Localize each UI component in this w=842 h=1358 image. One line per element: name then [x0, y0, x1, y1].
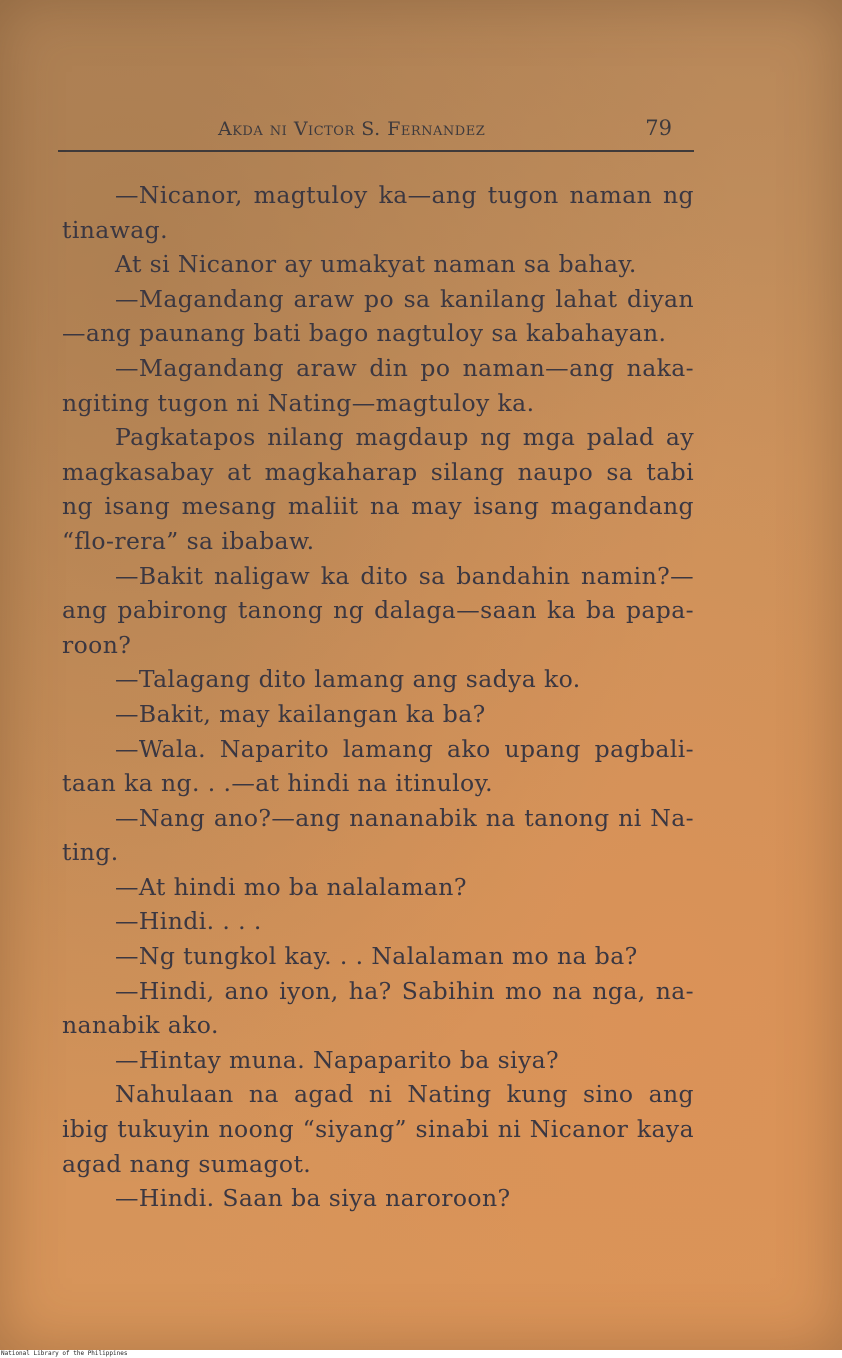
paragraph: —Ng tungkol kay. . . Nalalaman mo na ba?	[115, 942, 638, 971]
paragraph: —Hindi. Saan ba siya naroroon?	[115, 1184, 511, 1213]
paragraph: —At hindi mo ba nalalaman?	[115, 872, 467, 901]
paragraph: —Magandang araw din po naman—ang naka-ngiting tugon ni Nating—magtuloy ka.	[62, 353, 694, 417]
paragraph: —Wala. Naparito lamang ako upang pagbali-taan ka ng. . .—at hindi na itinuloy.	[62, 734, 694, 798]
page-number: 79	[645, 116, 672, 140]
paragraph: —Hindi. . . .	[115, 907, 262, 936]
paragraph: —Hindi, ano iyon, ha? Sabihin mo na nga, na-nanabik ako.	[62, 976, 694, 1040]
paragraph: At si Nicanor ay umakyat naman sa bahay.	[115, 250, 637, 279]
page-body	[62, 178, 694, 1216]
paragraph: —Bakit naligaw ka dito sa bandahin namin?—ang pabirong tanong ng dalaga—saan ka ba papa-roon?	[62, 561, 694, 659]
paragraph: —Magandang araw po sa kanilang lahat diyan —ang paunang bati bago nagtuloy sa kabahayan.	[62, 284, 694, 348]
paragraph: Pagkatapos nilang magdaup ng mga palad ay magkasabay at magkaharap silang naupo sa tabi ng isang mesang maliit na may isang magandang “flo-rera” sa ibabaw.	[62, 423, 694, 555]
paragraph: Nahulaan na agad ni Nating kung sino ang ibig tukuyin noong “siyang” sinabi ni Nicanor kaya agad nang sumagot.	[62, 1080, 694, 1178]
running-title: Akda ni Victor S. Fernandez	[218, 118, 486, 140]
paragraph: —Bakit, may kailangan ka ba?	[115, 699, 486, 728]
scan-credit: National Library of the Philippines	[0, 1350, 842, 1358]
paragraph: —Hintay muna. Napaparito ba siya?	[115, 1045, 560, 1074]
paragraph: —Talagang dito lamang ang sadya ko.	[115, 665, 581, 694]
paragraph: —Nang ano?—ang nananabik na tanong ni Na-ting.	[62, 803, 694, 867]
running-header	[58, 118, 694, 152]
paragraph: —Nicanor, magtuloy ka—ang tugon naman ng tinawag.	[62, 181, 694, 244]
